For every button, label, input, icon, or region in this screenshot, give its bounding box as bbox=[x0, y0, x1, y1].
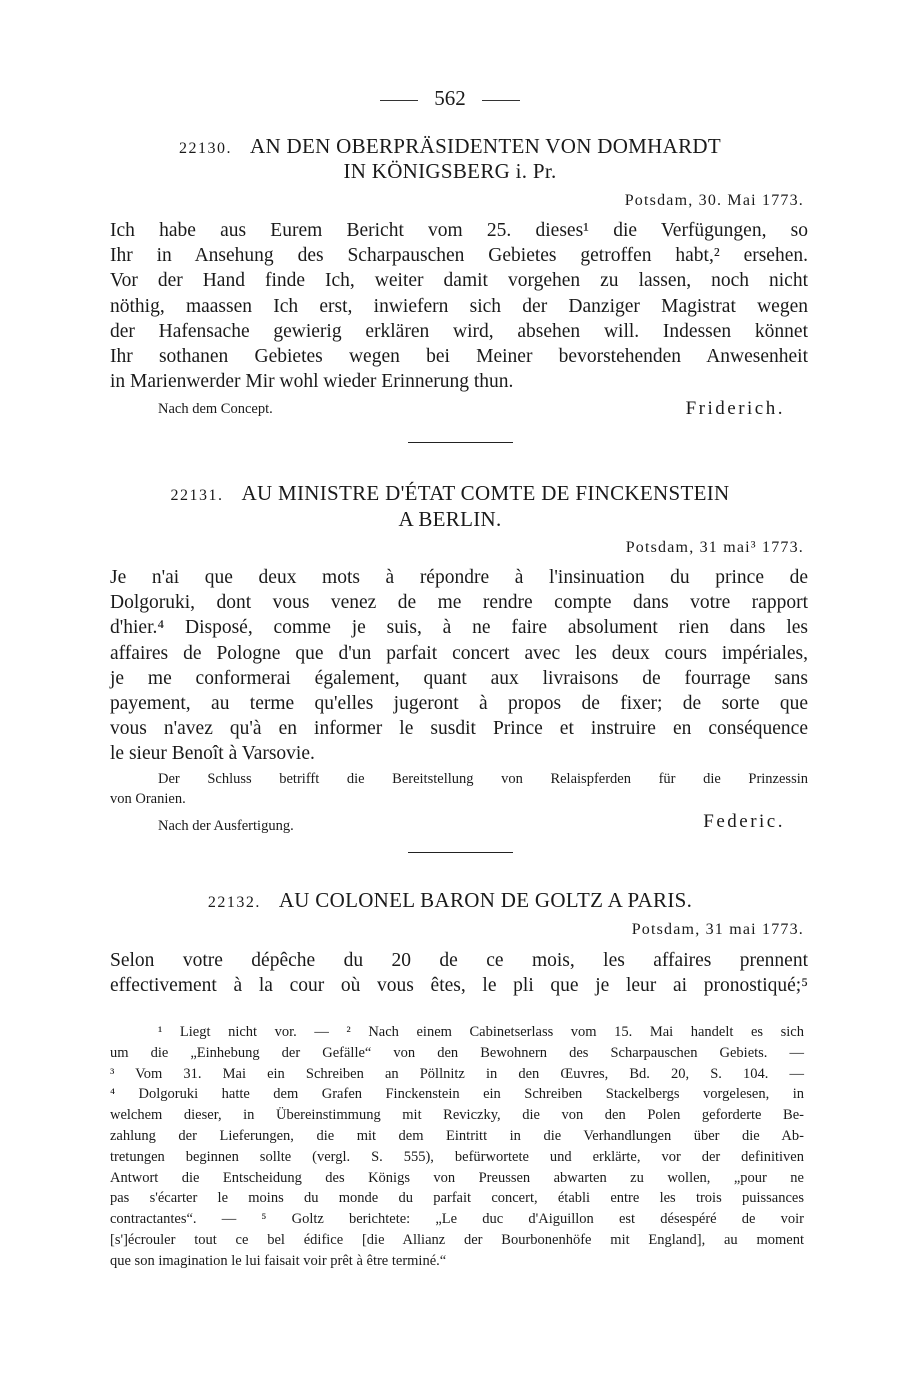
text-line: payement, au terme qu'elles jugeront à propos de fixer; de sorte que bbox=[110, 693, 808, 715]
place-date: Potsdam, 31 mai³ 1773. bbox=[625, 539, 804, 556]
footnote-line: ⁴ Dolgoruki hatte dem Grafen Finckenstein ein Schreiben Stackelbergs vorgelesen, in bbox=[110, 1086, 804, 1103]
section-divider bbox=[408, 442, 513, 443]
letter-title: AN DEN OBERPRÄSIDENTEN VON DOMHARDT bbox=[250, 134, 721, 158]
text-line: Ich habe aus Eurem Bericht vom 25. dieses¹ die Verfügungen, so bbox=[110, 220, 808, 241]
text-line: vous n'avez qu'à en informer le susdit Prince et instruire en conséquence bbox=[110, 718, 808, 740]
letter-body bbox=[110, 565, 808, 767]
text-line: d'hier.⁴ Disposé, comme je suis, à ne faire absolument rien dans les bbox=[110, 617, 808, 639]
letter-number: 22131. bbox=[170, 487, 224, 504]
text-line: Ihr in Ansehung des Scharpauschen Gebietes getroffen habt,² ersehen. bbox=[110, 245, 808, 267]
letter-title: AU MINISTRE D'ÉTAT COMTE DE FINCKENSTEIN bbox=[241, 481, 730, 505]
source-note: Nach der Ausfertigung. bbox=[158, 818, 294, 834]
remark-line: Der Schluss betrifft die Bereitstellung von Relaispferden für die Prinzessin bbox=[158, 771, 808, 787]
footnote-line: pas s'écarter le moins du monde du parfait concert, établi entre les trois puissances bbox=[110, 1190, 804, 1207]
letter-number: 22130. bbox=[179, 140, 233, 157]
text-line: nöthig, maassen Ich erst, inwiefern sich der Danziger Magistrat wegen bbox=[110, 295, 808, 317]
place-date: Potsdam, 30. Mai 1773. bbox=[624, 192, 804, 209]
letter-body bbox=[110, 218, 808, 394]
letter-heading-line2: IN KÖNIGSBERG i. Pr. bbox=[343, 159, 557, 183]
letter-heading bbox=[0, 481, 900, 508]
footnote-line: que son imagination le lui faisait voir prêt à être terminé.“ bbox=[110, 1252, 447, 1269]
text-line: effectivement à la cour où vous êtes, le pli que je leur ai pronostiqué;⁵ bbox=[110, 975, 808, 997]
place-date: Potsdam, 31 mai 1773. bbox=[631, 921, 804, 938]
signature: Federic. bbox=[703, 811, 785, 832]
footnote-line: tretungen beginnen sollte (vergl. S. 555), befürwortete und erklärte, vor der definitiven bbox=[110, 1148, 804, 1165]
footnote-line: contractantes“. — ⁵ Goltz berichtete: „Le duc d'Aiguillon est désespéré de voir bbox=[110, 1211, 804, 1228]
text-line: Vor der Hand finde Ich, weiter damit vorgehen zu lassen, noch nicht bbox=[110, 270, 808, 292]
footnotes bbox=[110, 1022, 804, 1272]
text-line: in Marienwerder Mir wohl wieder Erinnerung thun. bbox=[110, 371, 514, 393]
text-line: je me conformerai également, quant aux livraisons de fourrage sans bbox=[110, 667, 808, 689]
letter-title: AU COLONEL BARON DE GOLTZ A PARIS. bbox=[278, 888, 693, 912]
text-line: le sieur Benoît à Varsovie. bbox=[110, 743, 315, 765]
section-divider bbox=[408, 852, 513, 853]
text-line: Selon votre dépêche du 20 de ce mois, les affaires prennent bbox=[110, 950, 808, 971]
text-line: Ihr sothanen Gebietes wegen bei Meiner bevorstehenden Anwesenheit bbox=[110, 346, 808, 368]
footnote-line: Antwort die Entscheidung des Königs von Preussen abwarten zu wollen, „pour ne bbox=[110, 1169, 804, 1186]
footnote-line: ¹ Liegt nicht vor. — ² Nach einem Cabinetserlass vom 15. Mai handelt es sich bbox=[158, 1024, 804, 1040]
footnote-line: ³ Vom 31. Mai ein Schreiben an Pöllnitz in den Œuvres, Bd. 20, S. 104. — bbox=[110, 1065, 804, 1082]
source-note: Nach dem Concept. bbox=[158, 401, 273, 417]
text-line: affaires de Pologne que d'un parfait concert avec les deux cours impériales, bbox=[110, 642, 808, 664]
text-line: Dolgoruki, dont vous venez de me rendre compte dans votre rapport bbox=[110, 592, 808, 614]
text-line: der Hafensache gewierig erklären wird, absehen will. Indessen könnet bbox=[110, 320, 808, 342]
page-number-rule-left bbox=[380, 100, 418, 101]
footnote-line: zahlung der Lieferungen, die mit dem Eintritt in die Verhandlungen über die Ab- bbox=[110, 1127, 804, 1144]
footnote-line: um die „Einhebung der Gefälle“ von den Bewohnern des Scharpauschen Gebiets. — bbox=[110, 1044, 804, 1061]
letter-number: 22132. bbox=[207, 894, 261, 911]
page-number-rule-right bbox=[482, 100, 520, 101]
page-number: 562 bbox=[0, 86, 900, 111]
text-line: Je n'ai que deux mots à répondre à l'insinuation du prince de bbox=[110, 567, 808, 588]
footnote-line: [s']écrouler tout ce bel édifice [die Allianz der Bourbonenhöfe mit England], au moment bbox=[110, 1231, 804, 1248]
remark-line: von Oranien. bbox=[110, 790, 186, 807]
letter-body bbox=[110, 948, 808, 998]
footnote-line: welchem dieser, in Übereinstimmung mit Reviczky, die von den Polen geforderte Be- bbox=[110, 1107, 804, 1124]
signature: Friderich. bbox=[685, 398, 785, 419]
letter-heading bbox=[0, 134, 900, 161]
letter-heading bbox=[0, 888, 900, 915]
remark bbox=[110, 770, 808, 809]
letter-heading-line2: A BERLIN. bbox=[398, 507, 502, 531]
